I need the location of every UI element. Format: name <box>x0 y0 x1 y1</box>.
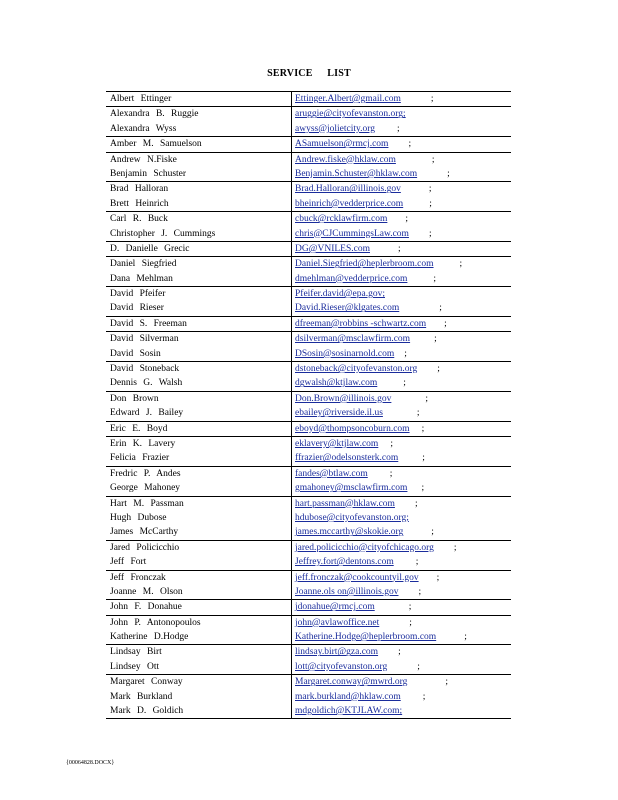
separator-semicolon: ; <box>428 228 432 239</box>
email-link[interactable]: eboyd@thompsoncoburn.com <box>295 423 410 434</box>
email-link[interactable]: ASamuelson@rmcj.com <box>295 139 389 150</box>
email-line <box>295 451 511 465</box>
separator-semicolon: ; <box>397 243 401 254</box>
email-line <box>295 541 511 555</box>
emails-cell <box>292 422 511 436</box>
separator-semicolon: ; <box>398 647 401 658</box>
separator-semicolon: ; <box>403 378 406 389</box>
separator-semicolon: ; <box>453 542 457 553</box>
email-link[interactable]: Daniel.Siegfried@heplerbroom.com <box>295 259 434 270</box>
service-list-row <box>106 437 511 467</box>
service-list-row <box>106 242 511 257</box>
contact-name: David Stoneback <box>110 364 180 375</box>
email-link[interactable]: ffrazier@odelsonsterk.com <box>295 453 399 464</box>
names-cell <box>106 332 292 361</box>
email-line <box>295 571 511 585</box>
service-list-row <box>106 362 511 392</box>
contact-name: Fredric P. Andes <box>110 468 181 479</box>
email-link[interactable]: Jeffrey.fort@dentons.com <box>295 557 394 568</box>
emails-cell <box>292 332 511 361</box>
contact-name: David Silverman <box>110 334 179 345</box>
email-line <box>295 525 511 539</box>
separator-semicolon: ; <box>439 303 442 314</box>
names-cell <box>106 153 292 182</box>
separator-semicolon: ; <box>405 214 409 225</box>
email-link[interactable]: hdubose@cityofevanston.org; <box>295 512 409 523</box>
emails-cell <box>292 600 511 614</box>
service-list-row <box>106 153 511 183</box>
email-line <box>295 630 511 644</box>
separator-semicolon: ; <box>422 691 426 702</box>
contact-name: Hart M. Passman <box>110 498 184 509</box>
contact-name: Katherine D.Hodge <box>110 632 189 643</box>
names-cell <box>106 497 292 540</box>
separator-semicolon: ; <box>397 123 400 134</box>
email-link[interactable]: fandes@btlaw.com <box>295 468 368 479</box>
email-link[interactable]: Andrew.fiske@hklaw.com <box>295 154 396 165</box>
names-cell <box>106 362 292 391</box>
names-cell <box>106 437 292 466</box>
email-line <box>295 362 511 376</box>
service-list-row <box>106 332 511 362</box>
separator-semicolon: ; <box>447 168 450 179</box>
email-line <box>295 317 511 331</box>
separator-semicolon: ; <box>415 557 419 568</box>
email-line <box>295 257 511 271</box>
email-line <box>295 690 511 704</box>
contact-name: Don Brown <box>110 393 159 404</box>
email-line <box>295 242 511 256</box>
email-link[interactable]: hart.passman@hklaw.com <box>295 498 395 509</box>
email-line <box>295 122 511 136</box>
contact-name: Jared Policicchio <box>110 542 180 553</box>
contact-name: Eric E. Boyd <box>110 423 168 434</box>
email-line <box>295 675 511 689</box>
email-line <box>295 212 511 226</box>
service-list-row <box>106 541 511 571</box>
contact-name: Dennis G. Walsh <box>110 378 183 389</box>
emails-cell <box>292 212 511 241</box>
email-link[interactable]: mark.burkland@hklaw.com <box>295 691 401 702</box>
email-link[interactable]: james.mccarthy@skokie.org <box>295 527 404 538</box>
separator-semicolon: ; <box>428 184 432 195</box>
emails-cell <box>292 616 511 645</box>
names-cell <box>106 92 292 106</box>
email-line <box>295 704 511 718</box>
email-line <box>295 92 511 106</box>
email-link[interactable]: jdonahue@rmcj.com <box>295 602 375 613</box>
email-line <box>295 153 511 167</box>
emails-cell <box>292 467 511 496</box>
email-line <box>295 167 511 181</box>
contact-name: Felicia Frazier <box>110 453 170 464</box>
separator-semicolon: ; <box>422 453 425 464</box>
emails-cell <box>292 645 511 674</box>
separator-semicolon: ; <box>390 438 393 449</box>
names-cell <box>106 571 292 600</box>
contact-name: Hugh Dubose <box>110 512 167 523</box>
separator-semicolon: ; <box>417 661 420 672</box>
email-line <box>295 392 511 406</box>
contact-name: Jeff Fort <box>110 557 147 568</box>
service-list-row <box>106 392 511 422</box>
names-cell <box>106 467 292 496</box>
email-line <box>295 585 511 599</box>
separator-semicolon: ; <box>404 348 407 359</box>
separator-semicolon: ; <box>414 498 418 509</box>
contact-name: Mark D. Goldich <box>110 706 184 717</box>
email-link[interactable]: gmahoney@msclawfirm.com <box>295 483 408 494</box>
email-line <box>295 555 511 569</box>
email-line <box>295 511 511 525</box>
email-line <box>295 287 511 301</box>
names-cell <box>106 541 292 570</box>
separator-semicolon: ; <box>425 393 429 404</box>
email-link[interactable]: Brad.Halloran@illinois.gov <box>295 184 401 195</box>
email-link[interactable]: DSosin@sosinarnold.com <box>295 348 395 359</box>
email-link[interactable]: aruggie@cityofevanston.org; <box>295 109 406 120</box>
emails-cell <box>292 362 511 391</box>
email-line <box>295 422 511 436</box>
email-link[interactable]: awyss@jolietcity.org <box>295 123 375 134</box>
contact-name: Amber M. Samuelson <box>110 139 202 150</box>
names-cell <box>106 107 292 136</box>
contact-name: David Rieser <box>110 303 164 314</box>
email-line <box>295 481 511 495</box>
separator-semicolon: ; <box>433 273 437 284</box>
service-list-row <box>106 497 511 541</box>
contact-name: David S. Freeman <box>110 318 187 329</box>
email-line <box>295 406 511 420</box>
names-cell <box>106 182 292 211</box>
names-cell <box>106 645 292 674</box>
email-link[interactable]: dsilverman@msclawfirm.com <box>295 334 411 345</box>
service-list-row <box>106 467 511 497</box>
names-cell <box>106 257 292 286</box>
emails-cell <box>292 437 511 466</box>
separator-semicolon: ; <box>431 527 434 538</box>
separator-semicolon: ; <box>436 572 440 583</box>
names-cell <box>106 212 292 241</box>
service-list-row <box>106 600 511 615</box>
emails-cell <box>292 497 511 540</box>
separator-semicolon: ; <box>389 468 393 479</box>
service-list-table <box>106 91 511 719</box>
email-line <box>295 347 511 361</box>
contact-name: Lindsay Birt <box>110 647 162 658</box>
email-link[interactable]: jeff.fronczak@cookcountyil.gov <box>295 572 419 583</box>
separator-semicolon: ; <box>430 94 434 104</box>
email-link[interactable]: Margaret.conway@mwrd.org <box>295 677 408 688</box>
emails-cell <box>292 92 511 106</box>
email-line <box>295 227 511 241</box>
contact-name: Edward J. Bailey <box>110 408 184 419</box>
emails-cell <box>292 182 511 211</box>
emails-cell <box>292 287 511 316</box>
contact-name: Margaret Conway <box>110 677 183 688</box>
names-cell <box>106 242 292 256</box>
email-line <box>295 437 511 451</box>
email-link[interactable]: mdgoldich@KTJLAW.com; <box>295 706 403 717</box>
separator-semicolon: ; <box>429 198 432 209</box>
service-list-row <box>106 675 511 719</box>
emails-cell <box>292 392 511 421</box>
document-footer: {00064828.DOCX} <box>66 760 115 766</box>
service-list-row <box>106 645 511 675</box>
contact-name: John F. Donahue <box>110 602 182 613</box>
emails-cell <box>292 242 511 256</box>
emails-cell <box>292 137 511 151</box>
service-list-row <box>106 422 511 437</box>
service-list-row <box>106 182 511 212</box>
contact-name: David Sosin <box>110 348 161 359</box>
email-line <box>295 301 511 315</box>
service-list-row <box>106 571 511 601</box>
contact-name: Joanne M. Olson <box>110 586 183 597</box>
separator-semicolon: ; <box>464 632 467 643</box>
email-link[interactable]: DG@VNILES.com <box>295 243 370 254</box>
service-list-row <box>106 257 511 287</box>
contact-name: Lindsey Ott <box>110 661 160 672</box>
service-list-row <box>106 287 511 317</box>
email-link[interactable]: Ettinger.Albert@gmail.com <box>295 94 401 104</box>
contact-name: Alexandra Wyss <box>110 123 177 134</box>
email-link[interactable]: bheinrich@vedderprice.com <box>295 198 404 209</box>
emails-cell <box>292 571 511 600</box>
email-link[interactable]: lindsay.birt@gza.com <box>295 647 379 658</box>
email-line <box>295 497 511 511</box>
contact-name: John P. Antonopoulos <box>110 617 201 628</box>
separator-semicolon: ; <box>434 334 437 345</box>
email-line <box>295 376 511 390</box>
separator-semicolon: ; <box>409 617 412 628</box>
email-line <box>295 272 511 286</box>
contact-name: Dana Mehlman <box>110 273 173 284</box>
email-line <box>295 645 511 659</box>
contact-name: James McCarthy <box>110 527 179 538</box>
email-line <box>295 137 511 151</box>
service-list-row <box>106 137 511 152</box>
service-list-row <box>106 212 511 242</box>
names-cell <box>106 675 292 718</box>
contact-name: Erin K. Lavery <box>110 438 176 449</box>
email-link[interactable]: dstoneback@cityofevanston.org <box>295 364 418 375</box>
email-link[interactable]: dfreeman@robbins -schwartz.com <box>295 318 427 329</box>
service-list-row <box>106 92 511 107</box>
names-cell <box>106 317 292 331</box>
names-cell <box>106 287 292 316</box>
service-list-row <box>106 616 511 646</box>
contact-name: Mark Burkland <box>110 691 173 702</box>
emails-cell <box>292 257 511 286</box>
emails-cell <box>292 541 511 570</box>
separator-semicolon: ; <box>445 677 448 688</box>
separator-semicolon: ; <box>437 364 440 375</box>
email-line <box>295 467 511 481</box>
emails-cell <box>292 675 511 718</box>
email-link[interactable]: chris@CJCummingsLaw.com <box>295 228 409 239</box>
email-link[interactable]: lott@cityofevanston.org <box>295 661 388 672</box>
email-line <box>295 600 511 614</box>
contact-name: Daniel Siegfried <box>110 259 177 270</box>
email-link[interactable]: David.Rieser@klgates.com <box>295 303 400 314</box>
separator-semicolon: ; <box>459 259 463 270</box>
email-line <box>295 197 511 211</box>
email-line <box>295 182 511 196</box>
emails-cell <box>292 107 511 136</box>
names-cell <box>106 392 292 421</box>
email-link[interactable]: dgwalsh@ktjlaw.com <box>295 378 378 389</box>
separator-semicolon: ; <box>408 139 412 150</box>
email-link[interactable]: cbuck@rcklawfirm.com <box>295 214 388 225</box>
names-cell <box>106 422 292 436</box>
names-cell <box>106 137 292 151</box>
email-link[interactable]: Joanne.ols on@illinois.gov <box>295 586 399 597</box>
service-list-row <box>106 107 511 137</box>
email-line <box>295 332 511 346</box>
names-cell <box>106 600 292 614</box>
service-list-row <box>106 317 511 332</box>
email-link[interactable]: jared.policicchio@cityofchicago.org <box>295 542 434 553</box>
contact-name: Brett Heinrich <box>110 198 169 209</box>
email-link[interactable]: john@avlawoffice.net <box>295 617 380 628</box>
emails-cell <box>292 317 511 331</box>
email-line <box>295 660 511 674</box>
email-link[interactable]: Don.Brown@illinois.gov <box>295 393 392 404</box>
contact-name: Carl R. Buck <box>110 214 168 225</box>
contact-name: Jeff Fronczak <box>110 572 166 583</box>
contact-name: George Mahoney <box>110 483 181 494</box>
separator-semicolon: ; <box>416 408 420 419</box>
contact-name: D. Danielle Grecic <box>110 243 190 254</box>
email-line <box>295 107 511 121</box>
page-title: SERVICE LIST <box>267 68 351 79</box>
email-link[interactable]: dmehlman@vedderprice.com <box>295 273 408 284</box>
separator-semicolon: ; <box>408 602 412 613</box>
separator-semicolon: ; <box>421 423 425 434</box>
emails-cell <box>292 153 511 182</box>
contact-name: Brad Halloran <box>110 184 169 195</box>
email-link[interactable]: Katherine.Hodge@heplerbroom.com <box>295 632 437 643</box>
separator-semicolon: ; <box>431 154 435 165</box>
email-link[interactable]: ebailey@riverside.il.us <box>295 408 383 419</box>
contact-name: Christopher J. Cummings <box>110 228 216 239</box>
separator-semicolon: ; <box>444 318 447 329</box>
email-link[interactable]: Benjamin.Schuster@hklaw.com <box>295 168 418 179</box>
contact-name: Albert Ettinger <box>110 94 172 104</box>
separator-semicolon: ; <box>421 483 425 494</box>
contact-name: Benjamin Schuster <box>110 168 187 179</box>
email-line <box>295 616 511 630</box>
names-cell <box>106 616 292 645</box>
contact-name: David Pfeifer <box>110 289 166 300</box>
email-link[interactable]: eklavery@ktjlaw.com <box>295 438 379 449</box>
contact-name: Alexandra B. Ruggie <box>110 109 199 120</box>
separator-semicolon: ; <box>418 586 422 597</box>
email-link[interactable]: Pfeifer.david@epa.gov; <box>295 289 385 300</box>
contact-name: Andrew N.Fiske <box>110 154 177 165</box>
